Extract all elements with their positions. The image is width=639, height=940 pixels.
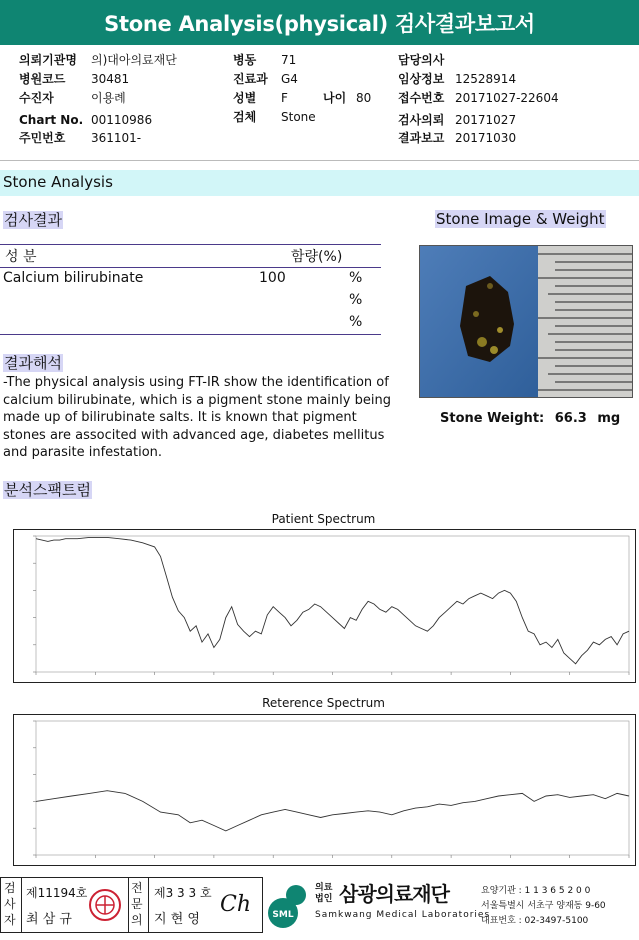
stone-weight <box>440 411 620 426</box>
info-label: 진료과 <box>233 72 268 86</box>
info-label: 의뢰기관명 <box>19 53 77 67</box>
spectrum-heading <box>3 479 92 500</box>
info-value: Stone <box>281 110 316 124</box>
table-rule <box>0 334 381 335</box>
col-amount-header: 함량(%) <box>291 249 343 265</box>
spectrum-line <box>36 791 629 831</box>
specialist-name: 지 현 영 <box>154 912 200 927</box>
org-name: 삼광의료재단 <box>339 882 449 906</box>
info-value: F <box>281 91 288 105</box>
unit-cell: % <box>349 292 363 308</box>
interpretation-text: -The physical analysis using FT-IR show the identification of calcium bilirubinate, which is a pigment stone mainly being made up of bilirubinate salts. It is known that pigment stones are associted with advanced age, diabetes mellitus and parasite infestation. <box>3 375 391 461</box>
component-cell: Calcium bilirubinate <box>3 270 144 286</box>
interpretation-heading-text: 결과해석 <box>4 354 62 372</box>
patient-spectrum-title: Patient Spectrum <box>271 512 376 526</box>
reference-spectrum-plot <box>14 715 635 865</box>
info-value: 71 <box>281 53 297 67</box>
info-label: 검체 <box>233 110 257 124</box>
patient-spectrum-plot <box>14 530 635 682</box>
image-heading <box>435 209 606 228</box>
tester-side-label-box <box>0 877 22 933</box>
org-english-name: Samkwang Medical Laboratories <box>315 910 491 920</box>
info-label: 접수번호 <box>398 91 445 105</box>
info-value: 이용례 <box>91 91 126 105</box>
plot-frame <box>36 536 629 672</box>
org-code: 요양기관 : 1 1 3 6 5 2 0 0 <box>481 886 591 896</box>
sml-logo-icon <box>266 881 314 929</box>
footer <box>0 877 639 935</box>
info-label: 주민번호 <box>19 131 66 145</box>
spectrum-heading-text: 분석스팩트럼 <box>4 481 91 499</box>
patient-spectrum-chart <box>13 529 636 683</box>
info-label: 병동 <box>233 53 257 67</box>
tester-box <box>20 877 129 933</box>
amount-cell: 100 <box>259 270 286 286</box>
org-prefix: 의료법인 <box>315 883 333 904</box>
tester-licence: 제11194호 <box>26 886 88 900</box>
tester-name: 최 삼 규 <box>26 912 72 927</box>
info-value: 의)대아의료재단 <box>91 53 177 67</box>
info-value: 20171027 <box>455 113 517 127</box>
plot-frame <box>36 721 629 855</box>
info-value: G4 <box>281 72 298 86</box>
specialist-side-label-box <box>128 877 149 933</box>
info-label: 결과보고 <box>398 131 445 145</box>
info-value: 00110986 <box>91 113 153 127</box>
specialist-side-label: 전문의 <box>131 881 143 927</box>
info-label: 임상정보 <box>398 72 445 86</box>
weight-label: Stone Weight: <box>440 411 545 426</box>
col-component-header: 성 분 <box>5 249 37 265</box>
stone-photo-graphic <box>420 246 632 397</box>
table-rule <box>0 244 381 245</box>
sml-logo <box>266 881 314 929</box>
spectrum-line <box>36 537 629 663</box>
results-table <box>0 244 381 336</box>
specialist-licence: 제3 3 3 호 <box>154 886 212 900</box>
reference-spectrum-title: Reterence Spectrum <box>262 696 385 710</box>
info-label: 검사의뢰 <box>398 113 445 127</box>
logo-text: SML <box>272 910 294 920</box>
seal-icon <box>88 888 122 922</box>
table-rule <box>0 267 381 268</box>
weight-unit: mg <box>597 411 621 426</box>
org-tel: 대표번호 : 02-3497-5100 <box>481 916 589 926</box>
age-value: 80 <box>356 91 372 105</box>
info-value: 361101- <box>91 131 142 145</box>
info-label: 병원코드 <box>19 72 66 86</box>
unit-cell: % <box>349 270 363 286</box>
info-label: 담당의사 <box>398 53 445 67</box>
info-label: 수진자 <box>19 91 54 105</box>
info-value: 30481 <box>91 72 130 86</box>
unit-cell: % <box>349 314 363 330</box>
age-label: 나이 <box>323 91 347 105</box>
section-title: Stone Analysis <box>3 173 113 191</box>
specialist-box <box>148 877 263 933</box>
image-heading-text: Stone Image & Weight <box>436 210 605 228</box>
info-value: 20171030 <box>455 131 517 145</box>
info-label: Chart No. <box>19 113 84 127</box>
org-address: 서울특별시 서초구 양재동 9-60 <box>481 901 606 911</box>
stone-photo <box>419 245 633 398</box>
info-value: 20171027-22604 <box>455 91 559 105</box>
divider <box>0 160 639 161</box>
signature: Ch <box>220 892 252 917</box>
section-bar <box>0 170 639 196</box>
reference-spectrum-chart <box>13 714 636 866</box>
results-heading <box>3 209 63 230</box>
interpretation-heading <box>3 352 63 373</box>
report-title: Stone Analysis(physical) 검사결과보고서 <box>0 0 639 45</box>
weight-value: 66.3 <box>554 411 587 426</box>
tester-side-label: 검사자 <box>4 881 16 927</box>
info-value: 12528914 <box>455 72 517 86</box>
info-label: 성별 <box>233 91 257 105</box>
patient-info <box>0 51 639 151</box>
results-heading-text: 검사결과 <box>4 211 62 229</box>
